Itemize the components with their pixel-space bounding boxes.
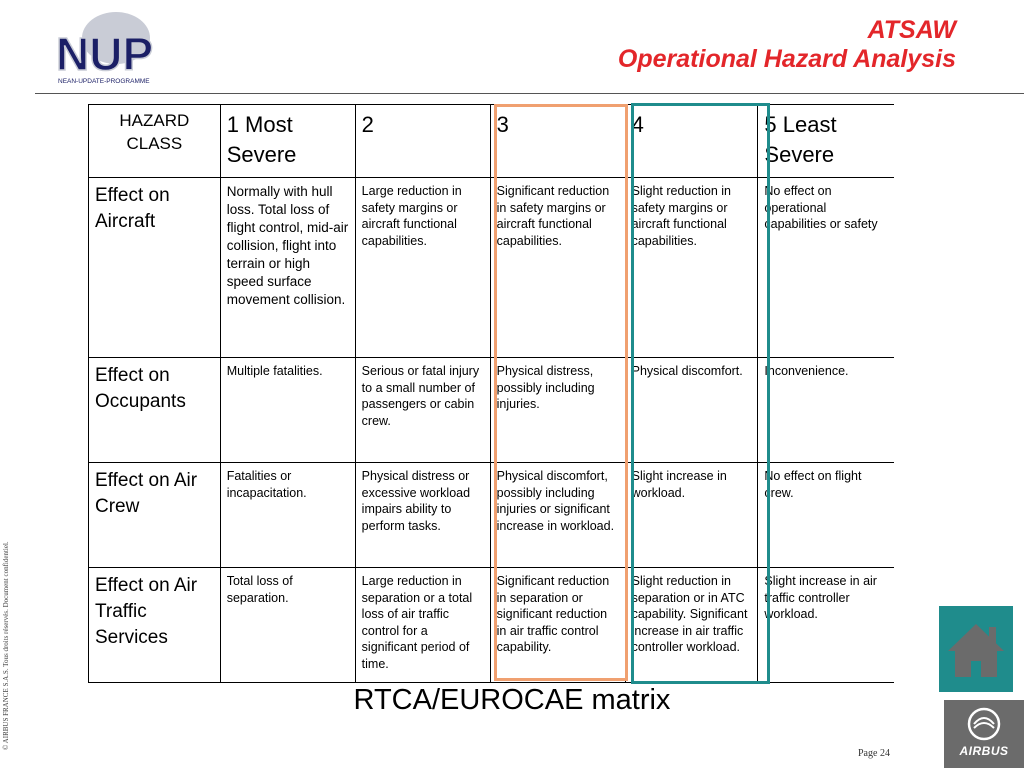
class-header-1: 1 Most Severe (220, 105, 355, 178)
row-label-aircraft: Effect on Aircraft (89, 178, 221, 358)
table-row (89, 463, 895, 568)
hazard-class-header: HAZARD CLASS (89, 105, 221, 178)
table-row (89, 568, 895, 683)
table-cell: Slight reduction in separation or in ATC capability. Significant increase in air traffic controller workload. (625, 568, 758, 683)
hazard-class-table (88, 104, 894, 683)
title-line-1: ATSAW (867, 16, 956, 44)
table-cell: Normally with hull loss. Total loss of flight control, mid-air collision, flight into terrain or high speed surface movement collision. (220, 178, 355, 358)
home-button[interactable] (939, 606, 1013, 692)
table-cell: Physical discomfort. (625, 358, 758, 463)
page-number: Page 24 (858, 748, 890, 759)
table-cell: Large reduction in separation or a total loss of air traffic control for a significant period of time. (355, 568, 490, 683)
table-cell: Slight reduction in safety margins or aircraft functional capabilities. (625, 178, 758, 358)
table-cell: Significant reduction in safety margins or aircraft functional capabilities. (490, 178, 625, 358)
home-icon (939, 679, 1013, 696)
table-cell: Slight increase in workload. (625, 463, 758, 568)
logo-tagline: NEAN-UPDATE-PROGRAMME (58, 78, 150, 85)
copyright-notice: © AIRBUS FRANCE S.A.S. Tous droits réservés. Document confidentiel. (2, 541, 10, 750)
table-row (89, 178, 895, 358)
table-caption: RTCA/EUROCAE matrix (353, 684, 671, 716)
table-row (89, 358, 895, 463)
table-cell: Inconvenience. (758, 358, 894, 463)
class-header-2: 2 (355, 105, 490, 178)
table-cell: Significant reduction in separation or significant reduction in air traffic control capability. (490, 568, 625, 683)
table-cell: Fatalities or incapacitation. (220, 463, 355, 568)
table-cell: Serious or fatal injury to a small number of passengers or cabin crew. (355, 358, 490, 463)
title-line-2: Operational Hazard Analysis (617, 45, 956, 73)
table-cell: Physical discomfort, possibly including injuries or significant increase in workload. (490, 463, 625, 568)
table-cell: Physical distress or excessive workload impairs ability to perform tasks. (355, 463, 490, 568)
airbus-emblem-icon (944, 700, 1024, 744)
header-divider (35, 93, 1024, 94)
class-header-4: 4 (625, 105, 758, 178)
table-cell: No effect on flight crew. (758, 463, 894, 568)
row-label-air-crew: Effect on Air Crew (89, 463, 221, 568)
table-cell: Total loss of separation. (220, 568, 355, 683)
slide-title (618, 16, 956, 74)
table-header-row (89, 105, 895, 178)
class-header-3: 3 (490, 105, 625, 178)
airbus-wordmark: AIRBUS (959, 744, 1009, 758)
row-label-occupants: Effect on Occupants (89, 358, 221, 463)
table-cell: Physical distress, possibly including injuries. (490, 358, 625, 463)
table-cell: Slight increase in air traffic controller workload. (758, 568, 894, 683)
table-cell: No effect on operational capabilities or safety (758, 178, 894, 358)
row-label-air-traffic-services: Effect on Air Traffic Services (89, 568, 221, 683)
airbus-logo (944, 700, 1024, 768)
nup-logo (50, 8, 174, 86)
logo-brand: NUP (56, 28, 154, 80)
class-header-5: 5 Least Severe (758, 105, 894, 178)
table-cell: Large reduction in safety margins or aircraft functional capabilities. (355, 178, 490, 358)
table-cell: Multiple fatalities. (220, 358, 355, 463)
